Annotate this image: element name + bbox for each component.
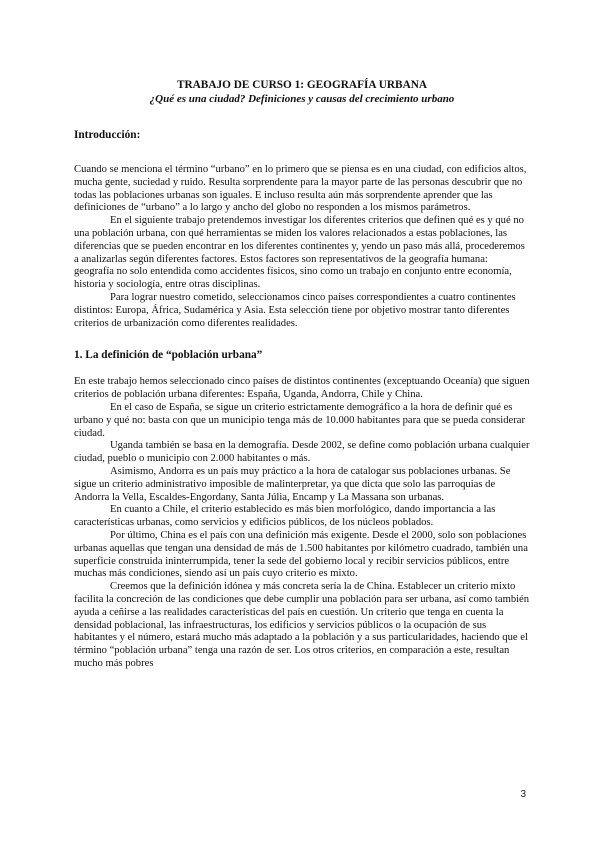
intro-paragraph: Para lograr nuestro cometido, seleccionamos cinco países correspondientes a cuatro continentes distintos: Europa, África, Sudamérica y Asia. Esta selección tiene por objetivo mostrar tanto diferentes criterios de urbanización como diferentes realidades.: [74, 291, 516, 329]
document-title: TRABAJO DE CURSO 1: GEOGRAFÍA URBANA: [176, 79, 428, 91]
section-1-paragraph: Uganda también se basa en la demografía. Desde 2002, se define como población urbana cualquier ciudad, pueblo o municipio con 2.000 habitantes o más.: [74, 440, 530, 465]
section-1-paragraph: En el caso de España, se sigue un criterio estrictamente demográfico a la hora de definir qué es urbano y qué no: basta con que un municipio tenga más de 10.000 habitantes para que se pueda considerar ciudad.: [74, 401, 525, 439]
section-1-paragraph: Asimismo, Andorra es un país muy práctico a la hora de catalogar sus poblaciones urbanas. Se sigue un criterio administrativo imposible de malinterpretar, ya que dicta que solo las parroquias de Andorra la Vella, Escaldes-Engordany, Santa Júlia, Encamp y La Massana son urbanas.: [74, 465, 511, 503]
intro-paragraph: En el siguiente trabajo pretendemos investigar los diferentes criterios que definen qué es y qué no una población urbana, con qué herramientas se miden los valores relacionados a estas poblaciones, las diferencias que se pueden encontrar en los diferentes continentes y, yendo un paso más allá, procederemos a analizarlas según diferentes factores. Estos factores son representativos de la geografía humana: geografía no solo entendida como accidentes físicos, sino como un trabajo en conjunto entre economía, historia y sociología, entre otras disciplinas.: [74, 215, 525, 291]
intro-heading: Introducción:: [74, 129, 141, 141]
section-1-paragraph: Creemos que la definición idónea y más concreta sería la de China. Establecer un criterio mixto facilita la concreción de las condiciones que debe cumplir una población para ser urbana, así como también ayuda a ceñirse a las realidades características del país en cuestión. Un criterio que tenga en cuenta la densidad poblacional, las infraestructuras, los edificios y servicios públicos o la ocupación de sus habitantes y el número, estará mucho más adaptado a la población y a sus particularidades, haciendo que el término “población urbana” tenga una razón de ser. Los otros criterios, en comparación a este, resultan mucho más pobres: [74, 581, 530, 669]
section-1-heading: 1. La definición de “población urbana”: [74, 349, 263, 362]
intro-paragraph: Cuando se menciona el término “urbano” en lo primero que se piensa es en una ciudad, con edificios altos, mucha gente, suciedad y ruido. Resulta sorprendente para la mayor parte de las personas descubrir que no todas las poblaciones urbanas son iguales. E incluso resulta aún más sorprendente aprender que las definiciones de “urbano” a lo largo y ancho del globo no responden a los mismos parámetros.: [74, 164, 527, 214]
section-1-paragraph: Por último, China es el país con una definición más exigente. Desde el 2000, solo son poblaciones urbanas aquellas que tengan una densidad de más de 1.500 habitantes por kilómetro cuadrado, también una superficie construida ininterrumpida, tener la sede del gobierno local y recibir servicios públicos, entre muchas más condiciones, siendo así un país cuyo criterio es mixto.: [74, 529, 528, 580]
section-1-paragraph: En cuanto a Chile, el criterio establecido es más bien morfológico, dando importancia a las características urbanas, como servicios y edificios públicos, de los núcleos poblados.: [74, 504, 496, 529]
page-number: 3: [520, 789, 526, 800]
document-page: [74, 78, 530, 671]
section-1-paragraph: En este trabajo hemos seleccionado cinco países de distintos continentes (exceptuando Oceanía) que siguen criterios de población urbana diferentes: España, Uganda, Andorra, Chile y China.: [74, 376, 530, 401]
document-subtitle: ¿Qué es una ciudad? Definiciones y causas del crecimiento urbano: [149, 93, 455, 105]
